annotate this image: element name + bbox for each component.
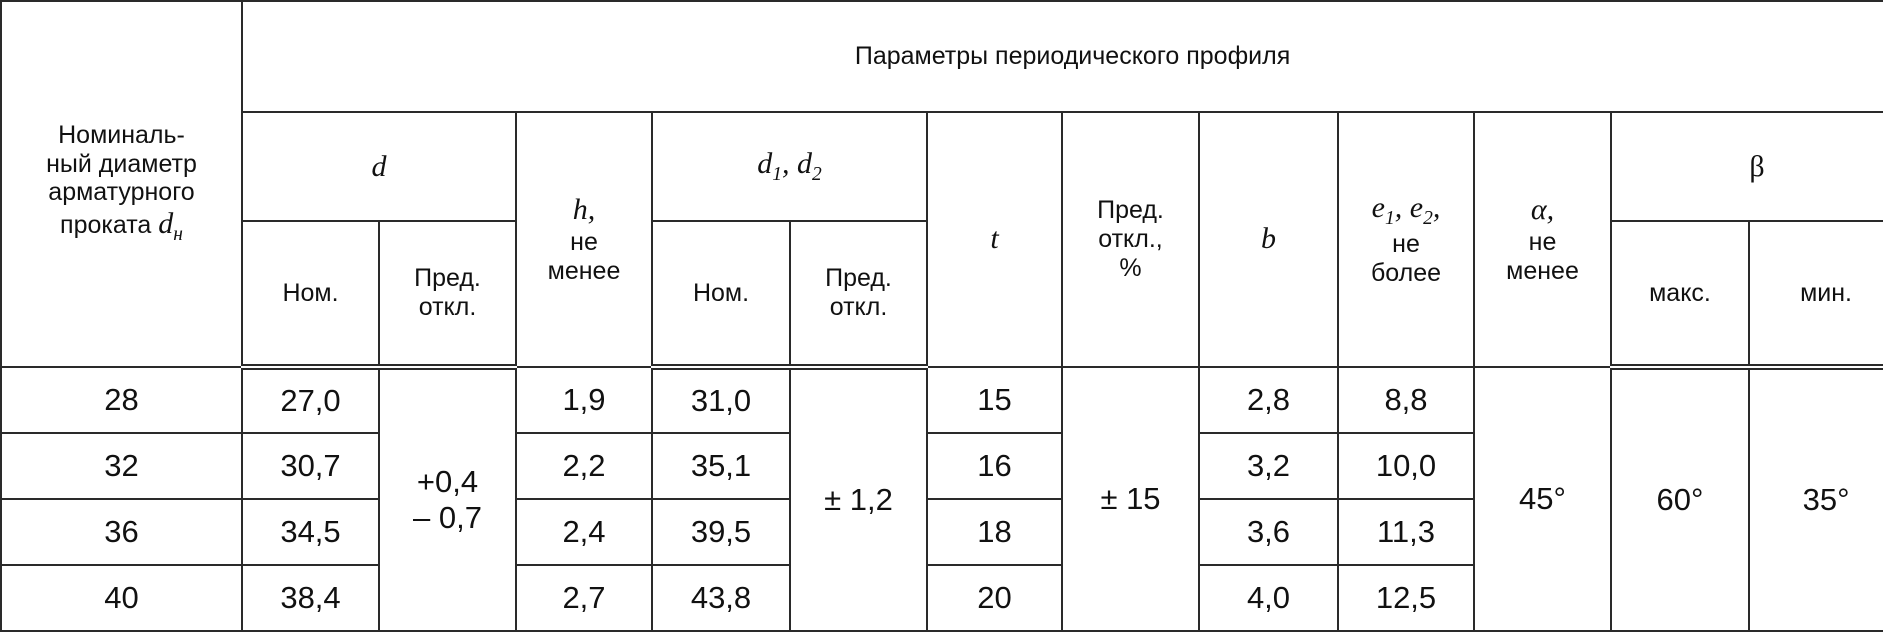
d1-d2-header: $d_1$, $d_2$ (652, 112, 927, 221)
profile-parameters-title: Параметры периодического профиля (242, 1, 1883, 112)
alpha-header: α, не менее (1474, 112, 1611, 366)
beta-min-cell: 35° (1749, 367, 1883, 631)
dn-cell: 36 (1, 499, 242, 565)
d-deviation-header: Пред. откл. (379, 221, 516, 366)
nominal-diameter-symbol: $d_н$ (158, 207, 183, 246)
b-cell: 3,6 (1199, 499, 1338, 565)
d-deviation-cell: +0,4 – 0,7 (379, 367, 516, 631)
t-cell: 20 (927, 565, 1062, 631)
alpha-cell: 45° (1474, 367, 1611, 631)
nominal-diameter-header: Номиналь- ный диаметр арматурного проката $d_н$ (1, 1, 242, 367)
d-nominal-cell: 30,7 (242, 433, 379, 499)
h-cell: 2,7 (516, 565, 652, 631)
e-cell: 10,0 (1338, 433, 1474, 499)
d-nominal-cell: 38,4 (242, 565, 379, 631)
d1-nominal-header: Ном. (652, 221, 790, 366)
d-nominal-cell: 34,5 (242, 499, 379, 565)
d1-nominal-cell: 43,8 (652, 565, 790, 631)
e1-e2-header: $e_1$, $e_2$, не более (1338, 112, 1474, 366)
e-cell: 12,5 (1338, 565, 1474, 631)
beta-header: β (1611, 112, 1883, 221)
dn-cell: 32 (1, 433, 242, 499)
dn-cell: 40 (1, 565, 242, 631)
beta-max-cell: 60° (1611, 367, 1749, 631)
e-cell: 8,8 (1338, 367, 1474, 433)
t-cell: 15 (927, 367, 1062, 433)
d1-nominal-cell: 39,5 (652, 499, 790, 565)
dn-cell: 28 (1, 367, 242, 433)
h-cell: 2,2 (516, 433, 652, 499)
d-nominal-cell: 27,0 (242, 367, 379, 433)
beta-max-header: макс. (1611, 221, 1749, 366)
h-cell: 1,9 (516, 367, 652, 433)
d1-deviation-header: Пред. откл. (790, 221, 927, 366)
d1-nominal-cell: 31,0 (652, 367, 790, 433)
t-cell: 18 (927, 499, 1062, 565)
d1-deviation-cell: ± 1,2 (790, 367, 927, 631)
e-cell: 11,3 (1338, 499, 1474, 565)
d1-nominal-cell: 35,1 (652, 433, 790, 499)
t-deviation-cell: ± 15 (1062, 367, 1199, 631)
beta-min-header: мин. (1749, 221, 1883, 366)
b-cell: 2,8 (1199, 367, 1338, 433)
d-header: d (242, 112, 516, 221)
t-cell: 16 (927, 433, 1062, 499)
h-header: h, не менее (516, 112, 652, 366)
b-cell: 3,2 (1199, 433, 1338, 499)
d-nominal-header: Ном. (242, 221, 379, 366)
b-header: b (1199, 112, 1338, 366)
t-header: t (927, 112, 1062, 366)
t-deviation-header: Пред. откл., % (1062, 112, 1199, 366)
b-cell: 4,0 (1199, 565, 1338, 631)
h-cell: 2,4 (516, 499, 652, 565)
table-row (1, 367, 1883, 433)
